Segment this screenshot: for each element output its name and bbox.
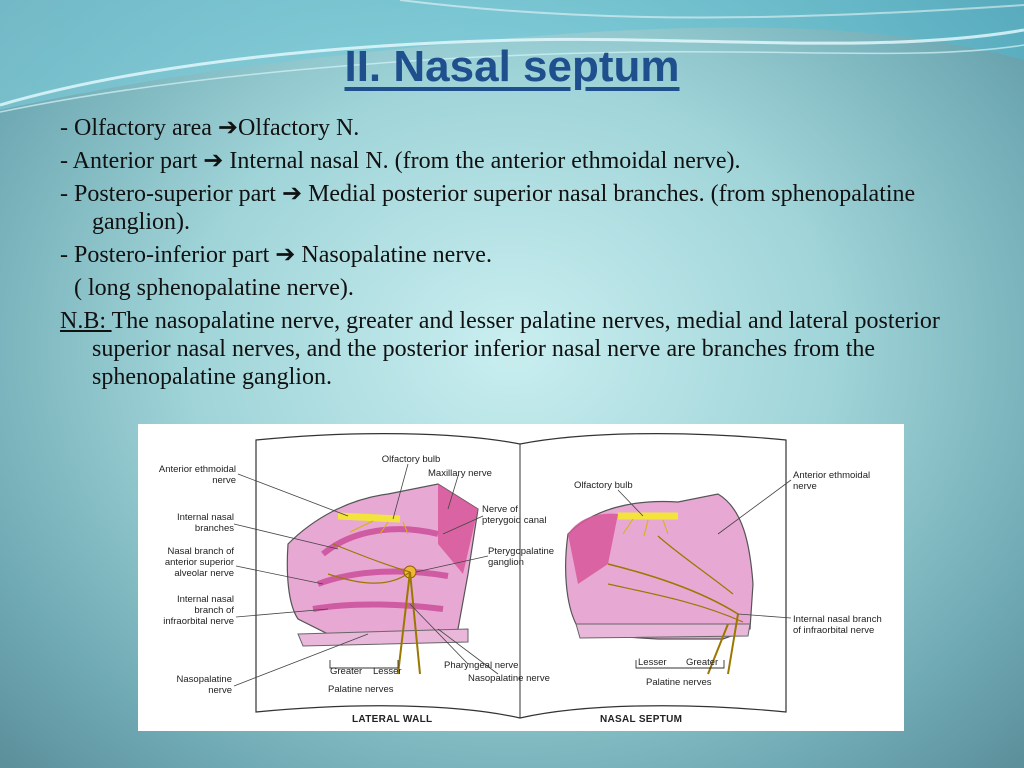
nasal-anatomy-figure xyxy=(138,424,904,731)
arrow-icon: ➔ xyxy=(281,181,303,207)
label-pterygoid-canal: Nerve of pterygoid canal xyxy=(482,504,547,526)
bullet-postero-inferior: - Postero-inferior part ➔ Nasopalatine nerve. xyxy=(60,242,492,268)
nasal-septum-drawing xyxy=(566,494,753,674)
bullet-olfactory: - Olfactory area ➔Olfactory N. xyxy=(60,115,360,141)
bullet-postero-superior: - Postero-superior part ➔ Medial posterior superior nasal branches. (from sphenopalatine ganglion). xyxy=(60,181,916,235)
label-anterior-ethmoidal-right: Anterior ethmoidal nerve xyxy=(793,470,871,492)
label-internal-nasal-infraorbital-right: Internal nasal branch of infraorbital nerve xyxy=(793,614,882,636)
label-nasopalatine-bottom: Nasopalatine nerve xyxy=(468,673,550,684)
lateral-wall-drawing xyxy=(287,484,478,674)
label-pharyngeal-nerve: Pharyngeal nerve xyxy=(444,660,519,671)
label-palatine-nerves-right: Palatine nerves xyxy=(646,677,712,688)
arrow-icon: ➔ xyxy=(203,148,224,174)
caption-lateral-wall: LATERAL WALL xyxy=(352,714,433,725)
label-maxillary-nerve: Maxillary nerve xyxy=(428,468,492,479)
slide-title: II. Nasal septum xyxy=(344,42,680,91)
label-olfactory-bulb-left: Olfactory bulb xyxy=(381,454,441,465)
label-nasopalatine-left: Nasopalatine nerve xyxy=(176,674,232,696)
bullet-anterior: - Anterior part ➔ Internal nasal N. (from the anterior ethmoidal nerve). xyxy=(60,148,741,174)
label-nasal-branch-alveolar: Nasal branch of anterior superior alveolar nerve xyxy=(164,546,234,579)
label-pterygopalatine-ganglion: Pterygopalatine ganglion xyxy=(488,546,555,568)
note-paragraph: N.B: The nasopalatine nerve, greater and lesser palatine nerves, medial and lateral posterior superior nasal nerves, and the posterior inferior nasal nerve are branches from the sphenopalatine ganglion. xyxy=(60,308,940,390)
arrow-icon: ➔ xyxy=(275,242,296,268)
label-anterior-ethmoidal: Anterior ethmoidal nerve xyxy=(158,464,236,486)
label-internal-nasal: Internal nasal branches xyxy=(176,512,234,534)
arrow-icon: ➔ xyxy=(217,115,239,141)
label-greater-left: Greater xyxy=(330,666,363,677)
anatomy-drawing xyxy=(138,424,904,731)
bullet-long-sphenopalatine: ( long sphenopalatine nerve). xyxy=(74,275,354,301)
label-palatine-nerves-left: Palatine nerves xyxy=(328,684,394,695)
note-label: N.B: xyxy=(60,308,112,334)
bullet-list xyxy=(60,114,970,396)
label-lesser-right: Lesser xyxy=(638,657,667,668)
label-greater-right: Greater xyxy=(686,657,719,668)
label-olfactory-bulb-right: Olfactory bulb xyxy=(574,480,633,491)
label-internal-nasal-infraorbital: Internal nasal branch of infraorbital nerve xyxy=(163,594,234,627)
caption-nasal-septum: NASAL SEPTUM xyxy=(600,714,683,725)
label-lesser-left: Lesser xyxy=(373,666,402,677)
